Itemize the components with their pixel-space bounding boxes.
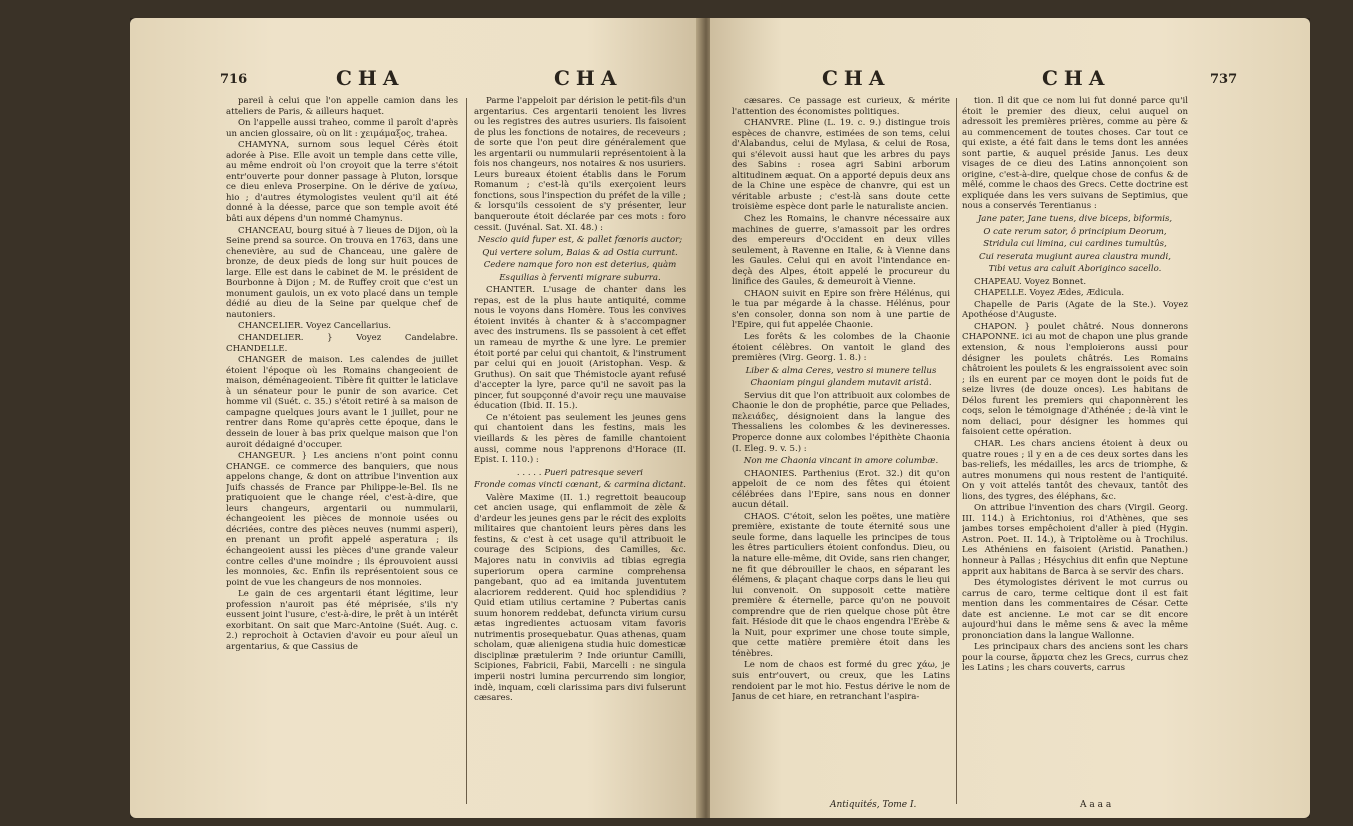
left-column-1 [226, 96, 458, 808]
column-rule [956, 98, 957, 804]
paragraph: Les principaux chars des anciens sont les chars pour la course, ἅρματα chez les Grecs, currus chez les Latins ; les chars couverts, carrus [962, 642, 1188, 674]
right-column-1 [732, 96, 950, 808]
paragraph: CHAONIES. Parthenius (Erot. 32.) dit qu'on appeloit de ce nom des fêtes qui étoient célébrées dans l'Epire, sans nous en donner aucun détail. [732, 468, 950, 511]
left-running-head-1: CHA [336, 66, 405, 90]
paragraph: CHAON suivit en Epire son frère Hélénus, qui le tua par mégarde à la chasse. Hélénus, pour s'en consoler, donna son nom à une partie de l'Epire, qui fut appelée Chaonie. [732, 288, 950, 331]
paragraph: Servius dit que l'on attribuoit aux colombes de Chaonie le don de prophétie, parce que Peliades, πελειάδες, désignoient dans la langue des Thessaliens les colombes & les devineresses. Properce donne aux colombes l'épithète Chaonia (I. Eleg. 9. v. 5.) : [732, 390, 950, 454]
paragraph: Stridula cui limina, cui cardines tumultûs, [983, 239, 1167, 250]
paragraph: Cedere namque foro non est deterius, quàm [483, 260, 677, 271]
paragraph: Cui reserata mugiunt aurea claustra mundi, [979, 251, 1171, 262]
column-rule [466, 98, 467, 804]
paragraph: CHANCEAU, bourg situé à 7 lieues de Dijon, où la Seine prend sa source. On trouva en 1763, dans une chenevière, au sud de Chanceau, une galère de bronze, de deux pieds de long sur huit pouces de large. Elle est dans le cabinet de M. le président de Bourbonne à Dijon ; M. de Ruffey croit que c'est un monument gaulois, un ex voto placé dans un temple dédié au dieu de la Seine par quelque chef de nautoniers. [226, 225, 458, 320]
paragraph: CHAR. Les chars anciens étoient à deux ou quatre roues ; il y en a de ces deux sortes dans les bas-reliefs, les médailles, les arcs de triomphe, & autres monumens qui nous restent de l'antiquité. On y voit attelés tantôt des chevaux, tantôt des lions, des tygres, des éléphans, &c. [962, 438, 1188, 502]
paragraph: Esquilias à ferventi migrare suburra. [499, 272, 661, 283]
paragraph: Qui vertere solum, Baias & ad Ostia currunt. [482, 247, 678, 258]
paragraph: Chez les Romains, le chanvre nécessaire aux machines de guerre, s'amassoit par les ordres des empereurs d'Occident en deux villes seulement, à Ravenne en Italie, & à Vienne dans les Gaules. Celui qui en avoit l'intendance en-deçà des Alpes, étoit appelé le procureur du linifice des Gaules, & demeuroit à Vienne. [732, 214, 950, 288]
paragraph: Ce n'étoient pas seulement les jeunes gens qui chantoient dans les festins, mais les vieillards & les pères de famille chantoient aussi, comme nous l'apprenons d'Horace (II. Epist. I. 110.) : [474, 412, 686, 466]
paragraph: Liber & alma Ceres, vestro si munere tellus [745, 365, 937, 376]
paragraph: CHANDELIER. } Voyez Candelabre. CHANDELLE. [226, 333, 458, 354]
right-column-2 [962, 96, 1188, 808]
open-book [130, 18, 1310, 818]
left-page [130, 18, 702, 818]
paragraph: tion. Il dit que ce nom lui fut donné parce qu'il étoit le premier des dieux, celui auquel on adressoit les premières prières, comme au père & au commencement de toutes choses. Car tout ce qui existe, a été fait dans le tems dont les années sont partie, & auquel préside Janus. Les deux visages de ce dieu des Latins annonçoient son origine, c'est-à-dire, quelque chose de confus & de mêlé, comme le chaos des Grecs. Cette doctrine est expliquée dans les vers suivans de Septimius, que nous a conservés Terentianus : [962, 96, 1188, 212]
left-page-number: 716 [220, 72, 248, 87]
paragraph: Chaoniam pingui glandem mutavit aristâ. [750, 378, 932, 389]
left-running-head-2: CHA [554, 66, 623, 90]
paragraph: CHANVRE. Pline (L. 19. c. 9.) distingue trois espèces de chanvre, estimées de son tems, celui d'Alabandus, celui de Mylasa, & celui de Rosa, qui s'élevoit aussi haut que les arbres du pays des Sabins : rosea agri Sabini arborum altitudinem æquat. On a apporté depuis deux ans de la Chine une espèce de chanvre, qui est un véritable arbuste ; c'est-là sans doute cette troisième espèce dont parle le naturaliste ancien. [732, 118, 950, 213]
paragraph: CHANGEUR. } Les anciens n'ont point connu CHANGE. ce commerce des banquiers, que nous appelons change, & dont on attribue l'invention aux Juifs chassés de France par Philippe-le-Bel. Ils ne pratiquoient que le change réel, c'est-à-dire, que leurs changeurs, argentarii ou nummularii, échangeoient les pièces de monnoie usées ou décriées, contre des pièces neuves (nummi asperi), en prenant un profit appelé asperatura ; ils échangeoient aussi les pièces d'une grande valeur contre celles d'une moindre ; ils éprouvoient aussi les monnoies, &c. Enfin ils représentoient sous ce point de vue les changeurs de nos monnoies. [226, 451, 458, 588]
paragraph: CHAPEAU. Voyez Bonnet. [974, 276, 1087, 287]
paragraph: CHANGER de maison. Les calendes de juillet étoient l'époque où les Romains changeoient de maison, déménageoient. Tibère fit quitter le laticlave à un sénateur pour le punir de son avarice. Cet homme vil (Suét. c. 35.) s'étoit retiré à sa maison de campagne quelques jours avant le 1 juillet, pour ne rentrer dans Rome qu'après cette époque, dans le dessein de louer à bas prix quelque maison que l'on auroit dédaigné d'occuper. [226, 355, 458, 450]
paragraph: Les forêts & les colombes de la Chaonie étoient célèbres. On vantoit le gland des premières (Virg. Georg. 1. 8.) : [732, 332, 950, 364]
paragraph: Fronde comas vincti cœnant, & carmina dictant. [474, 480, 686, 491]
paragraph: cæsares. Ce passage est curieux, & mérite l'attention des économistes politiques. [732, 96, 950, 117]
paragraph: On attribue l'invention des chars (Virgil. Georg. III. 114.) à Erichtonius, roi d'Athènes, que ses jambes torses empêchoient d'aller à pied (Hygin. Astron. Poet. II. 14.), à Triptolème ou à Trochilus. Les Athéniens en faisoient (Aristid. Panathen.) honneur à Pallas ; Hésychius dit enfin que Neptune apprit aux habitans de Barca à se servir des chars. [962, 503, 1188, 577]
paragraph: CHAPELLE. Voyez Ædes, Ædicula. [974, 288, 1125, 299]
paragraph: On l'appelle aussi traheo, comme il paroît d'après un ancien glossaire, où on lit : χειμάμαξος, trahea. [226, 118, 458, 139]
paragraph: Tibi vetus ara caluit Aboriginco sacello. [988, 264, 1162, 275]
paragraph: Le nom de chaos est formé du grec χάω, je suis entr'ouvert, ou creux, que les Latins rendoient par le mot hio. Festus dérive le nom de Janus de cet hiare, en retranchant l'aspira- [732, 660, 950, 703]
paragraph: O cate rerum sator, ô principium Deorum, [983, 226, 1167, 237]
paragraph: CHANCELIER. Voyez Cancellarius. [238, 321, 392, 332]
right-running-head-2: CHA [1042, 66, 1111, 90]
paragraph: CHAMYNA, surnom sous lequel Cérès étoit adorée à Pise. Elle avoit un temple dans cette ville, au même endroit où l'on croyoit que la terre s'étoit entr'ouverte pour donner passage à Pluton, lorsque ce dieu enleva Proserpine. On le dérive de χαίνω, hio ; d'autres étymologistes veulent qu'il ait été donné à la déesse, parce que son temple avoit été bâti aux dépens d'un nommé Chamynus. [226, 140, 458, 225]
paragraph: CHAPON. } poulet châtré. Nous donnerons CHAPONNE. ici au mot de chapon une plus grande extension, & nous l'emploierons aussi pour désigner les poulets châtrés. Les Romains châtroient les poulets & les engraissoient avec soin ; ils en eurent par ce moyen dont le poids fut de seize livres (de douze onces). Les habitans de Délos furent les premiers qui chaponnèrent les coqs, selon le témoignage d'Athénée ; de-là vint le nom deliaci, pour désigner les hommes qui faisoient cette opération. [962, 321, 1188, 438]
volume-footer: Antiquités, Tome I. [830, 800, 917, 810]
paragraph: . . . . . Pueri patresque severi [516, 467, 644, 478]
signature-mark: A a a a [1080, 800, 1112, 810]
paragraph: Valère Maxime (II. 1.) regrettoit beaucoup cet ancien usage, qui enflammoit de zèle & d'ardeur les jeunes gens par le récit des exploits militaires que chantoient leurs pères dans les festins, & c'est à cet usage qu'il attribuoit le courage des Scipions, des Camilles, &c. Majores natu in conviviis ad tibias egregia superiorum opera carmine comprehensa pangebant, quo ad ea imitanda juventutem alacriorem redderent. Quid hoc splendidius ? Quid etiam utilius certamine ? Pubertas canis suum honorem reddebat, defuncta virium cursu ætas ingredientes actuosam vitam favoris nutrimentis prosequebatur. Quas athenas, quam scholam, quæ alienigena studia huic domesticæ disciplinæ prætulerim ? Inde oriuntur Camilli, Scipiones, Fabricii, Fabii, Marcelli : ne singula imperii nostri lumina percurrendo sim longior, indè, inquam, cœli clarissima pars divi fulserunt cæsares. [474, 492, 686, 704]
paragraph: Le gain de ces argentarii étant légitime, leur profession n'auroit pas été méprisée, s'ils n'y eussent joint l'usure, c'est-à-dire, le prêt à un intérêt exorbitant. On sait que Marc-Antoine (Suét. Aug. c. 2.) reprochoit à Octavien d'avoir eu pour aïeul un argentarius, & que Cassius de [226, 589, 458, 652]
paragraph: Des étymologistes dérivent le mot currus ou carrus de caro, terme celtique dont il est fait mention dans les commentaires de César. Cette date est ancienne. Le mot car se dit encore aujourd'hui dans le même sens & avec la même prononciation dans la langue Wallonne. [962, 578, 1188, 641]
right-page [710, 18, 1310, 818]
paragraph: Nescio quid fuper est, & pallet fœnoris auctor; [477, 235, 683, 246]
right-page-number: 737 [1210, 72, 1238, 87]
paragraph: Parme l'appeloit par dérision le petit-fils d'un argentarius. Ces argentarii tenoient les livres ou les registres des autres usuriers. Ils faisoient de plus les fonctions de notaires, de receveurs ; de sorte que l'on peut dire généralement que les argentarii ou nummularii représentoient à la fois nos changeurs, nos notaires & nos usuriers. Leurs bureaux étoient établis dans le Forum Romanum ; c'est-là qu'ils exerçoient leurs fonctions, sous l'inspection du préfet de la ville ; & lorsqu'ils cessoient de s'y présenter, leur banqueroute étoit déclarée par ces mots : foro cessit. (Juvénal. Sat. XI. 48.) : [474, 96, 686, 233]
paragraph: pareil à celui que l'on appelle camion dans les atteliers de Paris, & ailleurs haquet. [226, 96, 458, 117]
right-running-head-1: CHA [822, 66, 891, 90]
paragraph: Non me Chaonia vincant in amore columbæ. [743, 456, 939, 467]
paragraph: Jane pater, Jane tuens, dive biceps, biformis, [977, 214, 1173, 225]
left-column-2 [474, 96, 686, 808]
paragraph: CHAOS. C'étoit, selon les poëtes, une matière première, existante de toute éternité sous une seule forme, dans laquelle les principes de tous les êtres particuliers étoient confondus. Dieu, ou la nature elle-même, dit Ovide, sans rien changer, ne fit que débrouiller le chaos, en séparant les élémens, & plaçant chaque corps dans le lieu qui lui convenoit. On supposoit cette matière première & éternelle, parce qu'on ne pouvoit comprendre que de rien quelque chose pût être fait. Hésiode dit que le chaos engendra l'Erèbe & la Nuit, pour exprimer une chose toute simple, que cette matière première étoit dans les ténèbres. [732, 511, 950, 659]
paragraph: Chapelle de Paris (Agate de la Ste.). Voyez Apothéose d'Auguste. [962, 299, 1188, 321]
paragraph: CHANTER. L'usage de chanter dans les repas, est de la plus haute antiquité, comme nous le voyons dans Homère. Tous les convives étoient invités à chanter & à s'accompagner avec des instrumens. Ils se passoient à cet effet un rameau de myrthe & une lyre. Le premier étoit porté par celui qui chantoit, & l'instrument par celui qui en jouoit (Aristophan. Vesp. & Gruthus). On sait que Thémistocle ayant refusé d'accepter la lyre, parce qu'il ne savoit pas la pincer, fut soupçonné d'avoir reçu une mauvaise éducation (Ibid. II. 15.). [474, 285, 686, 412]
